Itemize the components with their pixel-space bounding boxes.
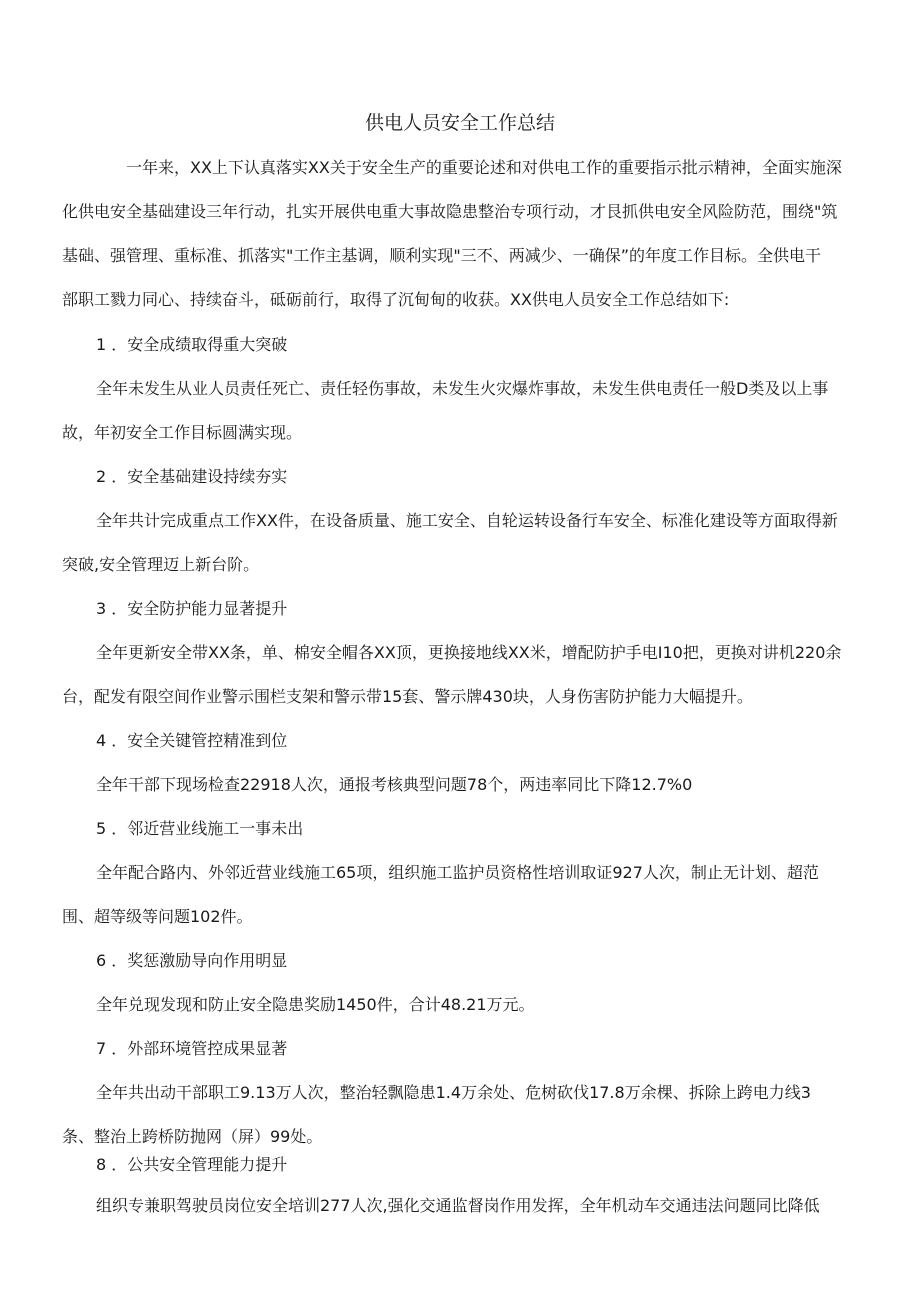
section-2-line-1: 全年共计完成重点工作XX件，在设备质量、施工安全、自轮运转设备行车安全、标准化建设等方面取得新 bbox=[96, 511, 838, 530]
section-1-line-2: 故，年初安全工作目标圆满实现。 bbox=[62, 423, 303, 442]
section-heading-7: 7 ．外部环境管控成果显著 bbox=[96, 1039, 288, 1058]
intro-line-1: 一年来，XX上下认真落实XX关于安全生产的重要论述和对供电工作的重要指示批示精神，全面实施深 bbox=[126, 158, 842, 177]
section-heading-8: 8 ．公共安全管理能力提升 bbox=[96, 1155, 288, 1174]
section-heading-4: 4 ．安全关键管控精准到位 bbox=[96, 731, 288, 750]
section-heading-3: 3 ．安全防护能力显著提升 bbox=[96, 599, 288, 618]
document-title: 供电人员安全工作总结 bbox=[364, 112, 555, 134]
section-heading-6: 6 ．奖惩激励导向作用明显 bbox=[96, 951, 288, 970]
intro-line-3: 基础、强管理、重标准、抓落实"工作主基调，顺利实现"三不、两减少、一确保”的年度工作目标。全供电干 bbox=[62, 246, 822, 265]
section-7-line-2: 条、整治上跨桥防抛网（屏）99处。 bbox=[62, 1127, 323, 1146]
section-6-line-1: 全年兑现发现和防止安全隐患奖励1450件，合计48.21万元。 bbox=[96, 995, 535, 1014]
section-5-line-1: 全年配合路内、外邻近营业线施工65项，组织施工监护员资格性培训取证927人次，制止无计划、超范 bbox=[96, 863, 819, 882]
section-8-line-1: 组织专兼职驾驶员岗位安全培训277人次,强化交通监督岗作用发挥，全年机动车交通违法问题同比降低 bbox=[96, 1196, 820, 1215]
intro-line-2: 化供电安全基础建设三年行动，扎实开展供电重大事故隐患整治专项行动，才艮抓供电安全风险防范，围绕"筑 bbox=[62, 202, 838, 221]
section-heading-2: 2 ．安全基础建设持续夯实 bbox=[96, 467, 288, 486]
section-heading-5: 5 ．邻近营业线施工一事未出 bbox=[96, 819, 304, 838]
section-3-line-1: 全年更新安全带XX条，单、棉安全帽各XX顶，更换接地线XX米，增配防护手电I10把，更换对讲机220余 bbox=[96, 643, 842, 662]
section-7-line-1: 全年共出动干部职工9.13万人次，整治轻飘隐患1.4万余处、危树砍伐17.8万余棵、拆除上跨电力线3 bbox=[96, 1083, 811, 1102]
intro-line-4: 部职工戮力同心、持续奋斗，砥砺前行，取得了沉甸甸的收获。XX供电人员安全工作总结如下: bbox=[62, 290, 730, 309]
section-4-line-1: 全年干部下现场检查22918人次，通报考核典型问题78个，两违率同比下降12.7%0 bbox=[96, 775, 693, 794]
section-3-line-2: 台，配发有限空间作业警示围栏支架和警示带15套、警示牌430块，人身伤害防护能力大幅提升。 bbox=[62, 687, 753, 706]
section-5-line-2: 围、超等级等问题102件。 bbox=[62, 907, 253, 926]
section-2-line-2: 突破,安全管理迈上新台阶。 bbox=[62, 555, 260, 574]
section-heading-1: 1 ．安全成绩取得重大突破 bbox=[96, 335, 288, 354]
section-1-line-1: 全年未发生从业人员责任死亡、责任轻伤事故，未发生火灾爆炸事故，未发生供电责任一般D类及以上事 bbox=[96, 379, 829, 398]
